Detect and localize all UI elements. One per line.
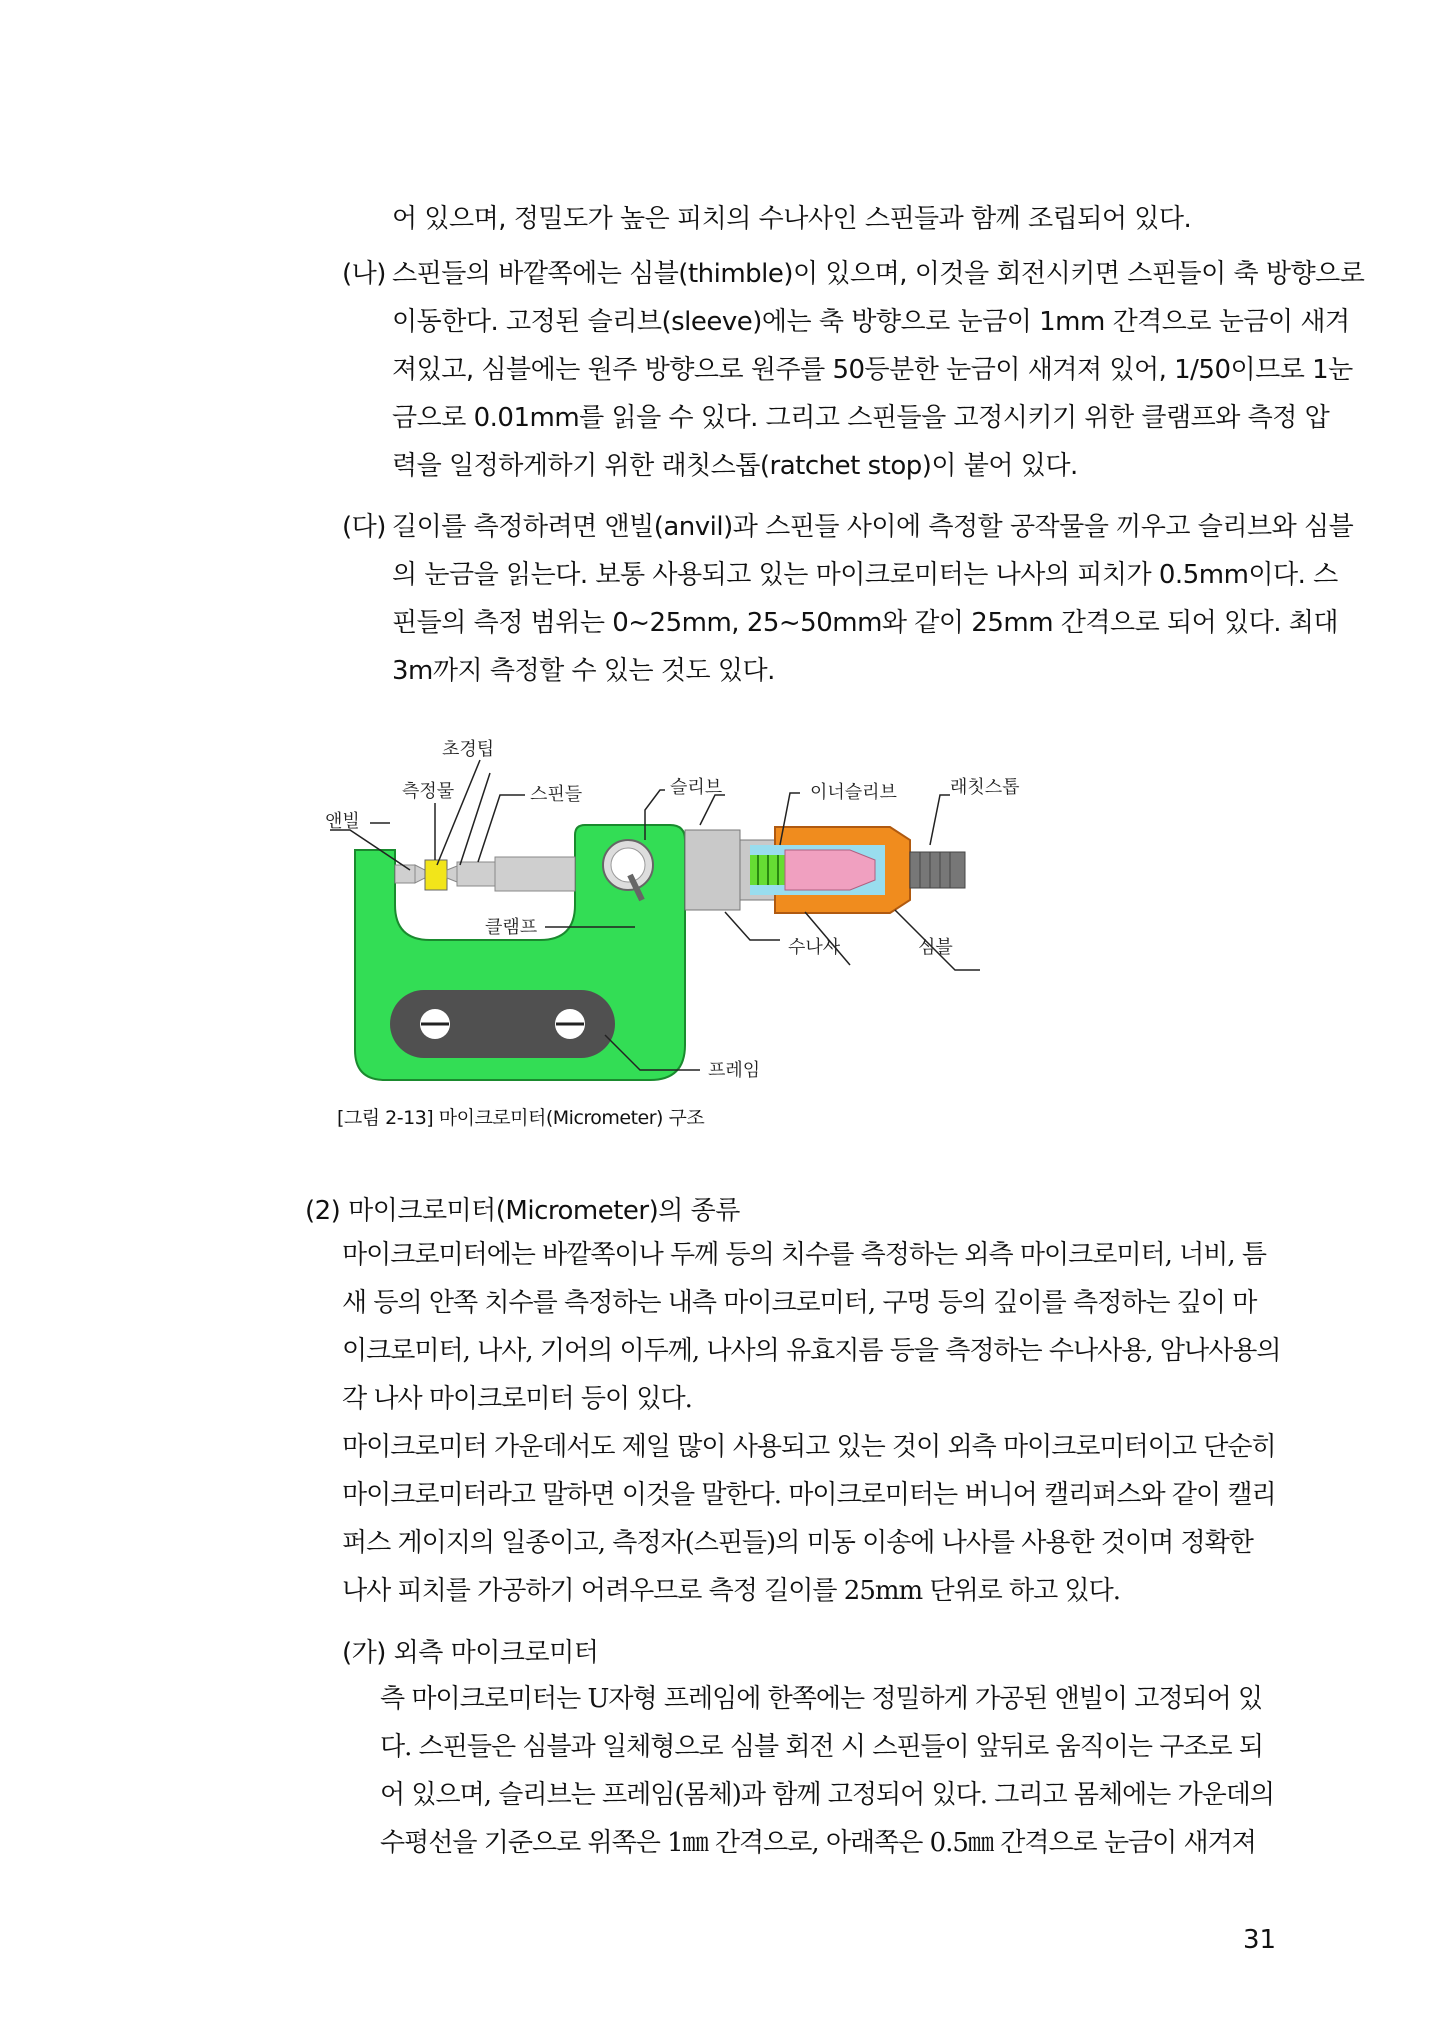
item-na-line-5: 력을 일정하게하기 위한 래칫스톱(ratchet stop)이 붙어 있다. [392,451,1078,481]
sleeve [685,830,740,910]
item-da-line-4: 3m까지 측정할 수 있는 것도 있다. [392,656,775,686]
para3-line-2: 다. 스핀들은 심블과 일체형으로 심블 회전 시 스핀들이 앞뒤로 움직이는 구조로 되 [380,1732,1264,1762]
item-da-line-3: 핀들의 측정 범위는 0~25mm, 25~50mm와 같이 25mm 간격으로 되어 있다. 최대 [392,608,1339,638]
label-workpiece: 측정물 [402,781,455,802]
para3-line-1: 측 마이크로미터는 U자형 프레임에 한쪽에는 정밀하게 가공된 앤빌이 고정되어 있 [380,1684,1263,1714]
intro-line: 어 있으며, 정밀도가 높은 피치의 수나사인 스핀들과 함께 조립되어 있다. [392,204,1192,234]
label-clamp: 클램프 [485,917,538,938]
item-da-marker: (다) [342,512,386,542]
para1-line-1: 마이크로미터에는 바깥쪽이나 두께 등의 치수를 측정하는 외측 마이크로미터, 너비, 틈 [342,1240,1266,1270]
label-screw: 수나사 [788,937,841,958]
item-na-marker: (나) [342,259,386,289]
workpiece [425,860,447,890]
label-frame: 프레임 [708,1060,761,1081]
para2-line-2: 마이크로미터라고 말하면 이것을 말한다. 마이크로미터는 버니어 캘리퍼스와 같이 캘리 [342,1480,1276,1510]
inner-sleeve [785,850,875,890]
anvil [395,865,415,883]
item-na-line-4: 금으로 0.01mm를 읽을 수 있다. 그리고 스핀들을 고정시키기 위한 클램프와 측정 압 [392,403,1330,433]
figure-caption: [그림 2-13] 마이크로미터(Micrometer) 구조 [337,1107,705,1129]
item-da-line-2: 의 눈금을 읽는다. 보통 사용되고 있는 마이크로미터는 나사의 피치가 0.5mm이다. 스 [392,560,1338,590]
item-na-line-3: 져있고, 심블에는 원주 방향으로 원주를 50등분한 눈금이 새겨져 있어, 1/50이므로 1눈 [392,355,1353,385]
page-number: 31 [1243,1925,1277,1955]
micrometer-figure [325,735,1130,1115]
para1-line-3: 이크로미터, 나사, 기어의 이두께, 나사의 유효지름 등을 측정하는 수나사용, 암나사용의 [342,1336,1281,1366]
label-ratchet-stop: 래칫스톱 [950,777,1020,798]
para3-line-3: 어 있으며, 슬리브는 프레임(몸체)과 함께 고정되어 있다. 그리고 몸체에는 가운데의 [380,1780,1275,1810]
spindle [457,862,495,886]
para2-line-3: 퍼스 게이지의 일종이고, 측정자(스핀들)의 미동 이송에 나사를 사용한 것이며 정확한 [342,1528,1253,1558]
item-na-line-2: 이동한다. 고정된 슬리브(sleeve)에는 축 방향으로 눈금이 1mm 간격으로 눈금이 새겨 [392,307,1350,337]
item-da-line-1: 길이를 측정하려면 앤빌(anvil)과 스핀들 사이에 측정할 공작물을 끼우고 슬리브와 심블 [392,512,1354,542]
label-inner-sleeve: 이너슬리브 [810,782,897,803]
label-anvil: 앤빌 [325,811,360,832]
para3-line-4: 수평선을 기준으로 위쪽은 1㎜ 간격으로, 아래쪽은 0.5㎜ 간격으로 눈금이 새겨져 [380,1828,1256,1858]
item-na-line-1: 스핀들의 바깥쪽에는 심블(thimble)이 있으며, 이것을 회전시키면 스핀들이 축 방향으로 [392,259,1365,289]
label-thimble: 심블 [918,937,953,958]
sub-heading: (가) 외측 마이크로미터 [342,1638,599,1668]
para1-line-2: 새 등의 안쪽 치수를 측정하는 내측 마이크로미터, 구멍 등의 깊이를 측정하는 깊이 마 [342,1288,1257,1318]
label-spindle: 스핀들 [530,784,583,805]
ratchet-stop [910,852,965,888]
label-sleeve: 슬리브 [670,777,723,798]
section-heading: (2) 마이크로미터(Micrometer)의 종류 [305,1196,740,1226]
para2-line-4: 나사 피치를 가공하기 어려우므로 측정 길이를 25mm 단위로 하고 있다. [342,1576,1121,1606]
label-carbide-tip: 초경팁 [442,739,495,760]
para2-line-1: 마이크로미터 가운데서도 제일 많이 사용되고 있는 것이 외측 마이크로미터이고 단순히 [342,1432,1276,1462]
para1-line-4: 각 나사 마이크로미터 등이 있다. [342,1384,692,1414]
